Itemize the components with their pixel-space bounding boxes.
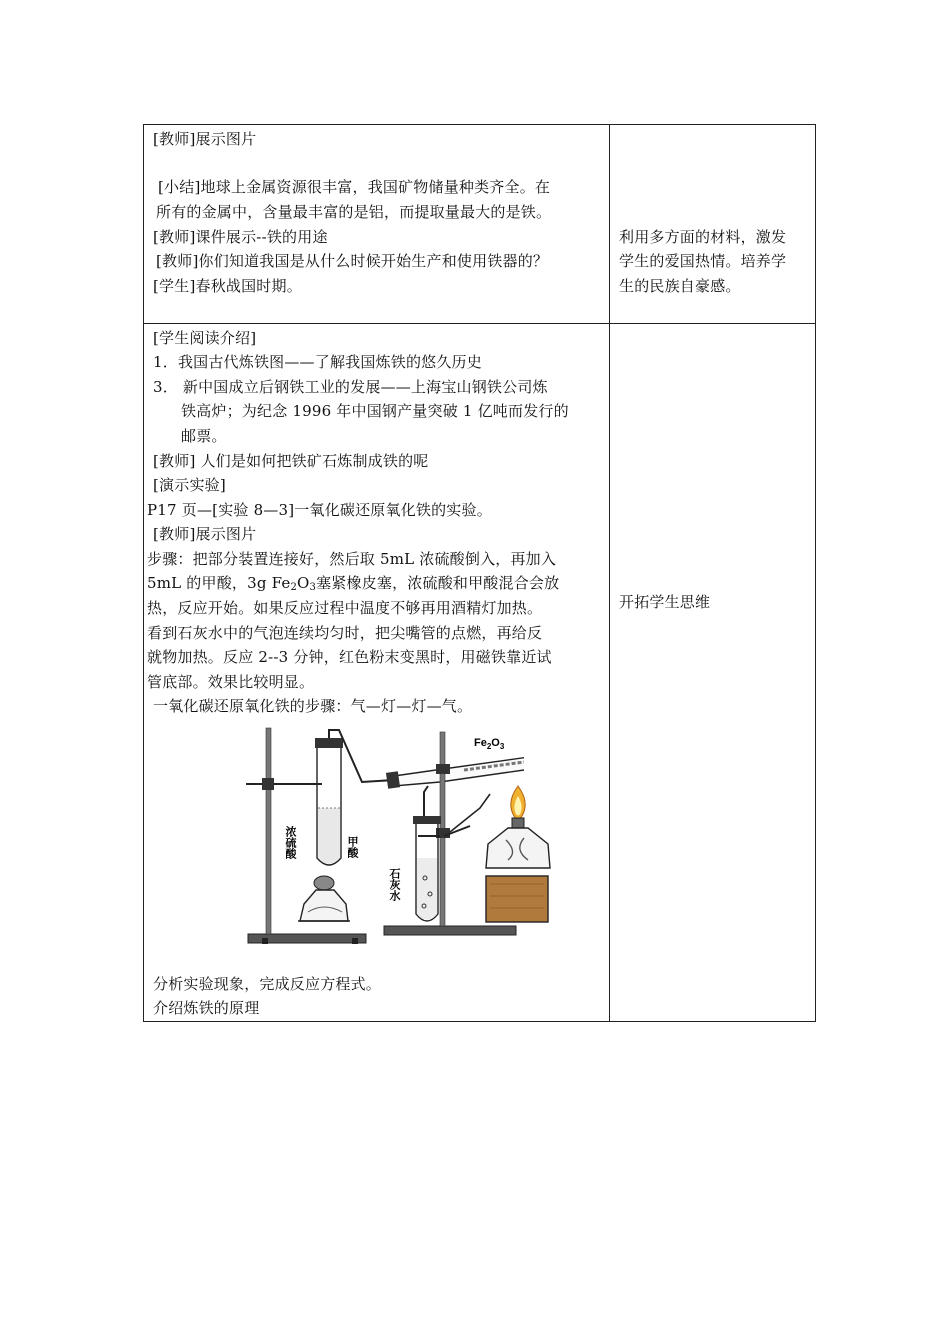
text-line: 铁高炉；为纪念 1996 年中国钢产量突破 1 亿吨而发行的 bbox=[181, 402, 569, 420]
text-line: 介绍炼铁的原理 bbox=[153, 999, 260, 1017]
lamp-cap bbox=[314, 876, 334, 890]
text-line: [教师]展示图片 bbox=[153, 130, 257, 148]
text-line: 1．我国古代炼铁图——了解我国炼铁的悠久历史 bbox=[153, 353, 482, 371]
gas-tube bbox=[424, 786, 428, 816]
steps-line: 管底部。效果比较明显。 bbox=[147, 673, 315, 691]
text-line: [教师] 人们是如何把铁矿石炼制成铁的呢 bbox=[153, 452, 429, 470]
clamp-knob bbox=[262, 778, 274, 790]
table-row bbox=[144, 125, 816, 324]
heating-lamp bbox=[478, 780, 558, 926]
text-line: [学生阅读介绍] bbox=[153, 329, 257, 347]
text-line: 3． 新中国成立后钢铁工业的发展——上海宝山钢铁公司炼 bbox=[153, 378, 548, 396]
steps-line: 就物加热。反应 2--3 分钟，红色粉末变黑时，用磁铁靠近试 bbox=[147, 648, 552, 666]
note-line: 学生的爱国热情。培养学 bbox=[619, 252, 787, 270]
label-fe2o3: $Fe_2O_3$ bbox=[474, 737, 505, 751]
note-line: 利用多方面的材料，激发 bbox=[619, 228, 787, 246]
note-line: 开拓学生思维 bbox=[619, 593, 711, 611]
stand-base bbox=[384, 926, 516, 935]
text-line: 所有的金属中，含量最丰富的是铝，而提取量最大的是铁。 bbox=[156, 203, 552, 221]
note-line: 生的民族自豪感。 bbox=[619, 277, 741, 295]
stand-foot bbox=[262, 938, 268, 944]
clamp-knob bbox=[436, 764, 450, 774]
rubber-stopper bbox=[315, 738, 343, 748]
intent-cell bbox=[610, 324, 816, 1022]
label-formic-acid: 甲酸 bbox=[346, 836, 358, 858]
steps-line: 看到石灰水中的气泡连续均匀时，把尖嘴管的点燃，再给反 bbox=[147, 624, 543, 642]
text-line: [小结]地球上金属资源很丰富，我国矿物储量种类齐全。在 bbox=[158, 178, 551, 196]
label-conc-sulfuric-acid: 浓硫酸 bbox=[284, 826, 296, 859]
text-line: [演示实验] bbox=[153, 476, 226, 494]
steps-line: 一氧化碳还原氧化铁的步骤：气—灯—灯—气。 bbox=[153, 697, 473, 715]
steps-text: O bbox=[297, 574, 310, 592]
acid-liquid bbox=[318, 808, 340, 864]
alcohol-lamp bbox=[300, 890, 348, 921]
wick-holder bbox=[512, 818, 524, 828]
intent-cell bbox=[610, 125, 816, 324]
text-line: [教师]课件展示--铁的用途 bbox=[153, 228, 328, 246]
text-line: 分析实验现象，完成反应方程式。 bbox=[153, 975, 382, 993]
text-line: [教师]展示图片 bbox=[153, 525, 257, 543]
steps-line: 步骤：把部分装置连接好，然后取 5mL 浓硫酸倒入，再加入 bbox=[147, 550, 557, 568]
text-line: [教师]你们知道我国是从什么时候开始生产和使用铁器的？ bbox=[156, 252, 549, 270]
label-lime-water: 石灰水 bbox=[388, 868, 400, 901]
stand-foot bbox=[352, 938, 358, 944]
rubber-stopper bbox=[413, 816, 441, 824]
stand-rod bbox=[266, 728, 271, 934]
steps-line: 热，反应开始。如果反应过程中温度不够再用酒精灯加热。 bbox=[147, 599, 543, 617]
subscript: 2 bbox=[290, 582, 298, 593]
steps-text: 塞紧橡皮塞，浓硫酸和甲酸混合会放 bbox=[316, 574, 560, 592]
steps-text: 5mL 的甲酸，3g Fe bbox=[147, 574, 291, 592]
process-cell bbox=[144, 125, 610, 324]
text-line: [学生]春秋战国时期。 bbox=[153, 277, 302, 295]
text-line: P17 页—[实验 8—3]一氧化碳还原氧化铁的实验。 bbox=[147, 501, 492, 519]
alcohol-lamp bbox=[486, 828, 550, 868]
wooden-block bbox=[486, 876, 548, 922]
lime-water bbox=[417, 858, 437, 920]
subscript: 3 bbox=[309, 582, 317, 593]
text-line: 邮票。 bbox=[181, 427, 227, 445]
